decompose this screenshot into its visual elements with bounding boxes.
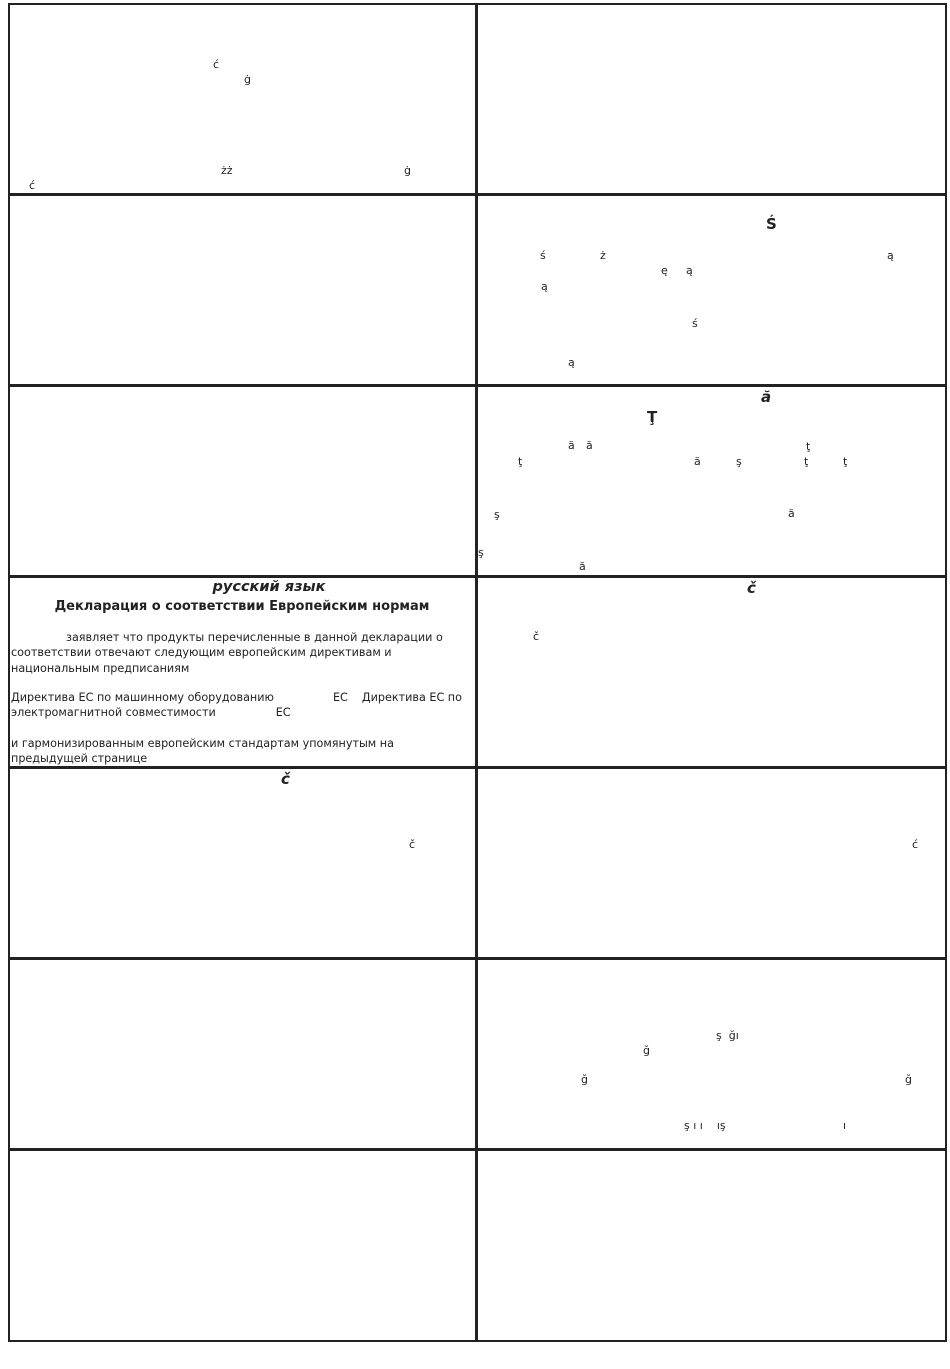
glyph: ş — [736, 455, 742, 468]
glyph: ă — [579, 560, 586, 573]
declaration-heading: Декларация о соответствии Европейским нормам — [54, 599, 430, 614]
language-label: русский язык — [212, 579, 326, 595]
glyph: ć — [213, 58, 220, 71]
glyph: ğ — [581, 1073, 588, 1086]
glyph: ą — [887, 249, 894, 262]
glyph: ğ — [905, 1073, 912, 1086]
intro-text: заявляет что продукты перечисленные в данной декларации о соответствии отвечают следующим европейским директивам и национальным предписаниям — [11, 631, 443, 675]
glyph: ś — [540, 249, 546, 262]
glyph: ġ — [244, 73, 251, 86]
glyph: ğ — [643, 1044, 650, 1057]
section-subtitle: Ţ — [647, 408, 658, 426]
glyph: ţ — [843, 455, 848, 468]
glyph: ş — [478, 546, 484, 559]
section-title: Ś — [766, 215, 777, 233]
glyph: ţ — [518, 455, 523, 468]
glyph: ţ — [804, 455, 809, 468]
column-divider — [475, 3, 478, 1342]
glyph: ă — [586, 439, 593, 452]
glyph: ţ — [806, 440, 811, 453]
directive-emc-line — [11, 705, 473, 720]
glyph: ą — [686, 264, 693, 277]
row-divider — [8, 384, 947, 387]
ec-label: ЕС — [275, 706, 291, 719]
glyph: ă — [694, 455, 701, 468]
glyph: ı — [843, 1119, 847, 1132]
directive-emc: электромагнитной совместимости — [11, 706, 216, 719]
glyph: ă — [788, 507, 795, 520]
directive-emc-prefix: Директива ЕС по — [361, 691, 462, 704]
section-title: č — [281, 770, 290, 788]
glyph: żż — [221, 164, 233, 177]
glyph: č — [409, 838, 416, 851]
glyph: ġ — [404, 164, 411, 177]
glyph: ă — [568, 439, 575, 452]
glyph: ż — [600, 249, 606, 262]
glyph: ş ğı — [716, 1029, 739, 1042]
glyph: ş ı ı ış — [684, 1119, 726, 1132]
glyph: ş — [494, 508, 500, 521]
ec-label: ЕС — [332, 691, 348, 704]
row-divider — [8, 1148, 947, 1151]
standards-text: и гармонизированным европейским стандартам упомянутым на предыдущей странице — [11, 737, 394, 766]
section-title: ă — [761, 388, 772, 406]
glyph: ć — [29, 179, 36, 192]
glyph: ę — [661, 264, 668, 277]
row-divider — [8, 193, 947, 196]
glyph: č — [533, 630, 540, 643]
directive-machinery-line — [11, 690, 473, 705]
row-divider — [8, 957, 947, 960]
section-title: č — [747, 579, 756, 597]
glyph: ą — [541, 280, 548, 293]
declaration-intro — [11, 630, 473, 676]
glyph: ś — [692, 317, 698, 330]
directive-machinery: Директива ЕС по машинному оборудованию — [11, 691, 274, 704]
glyph: ą — [568, 356, 575, 369]
glyph: ć — [912, 838, 919, 851]
row-divider — [8, 575, 947, 578]
